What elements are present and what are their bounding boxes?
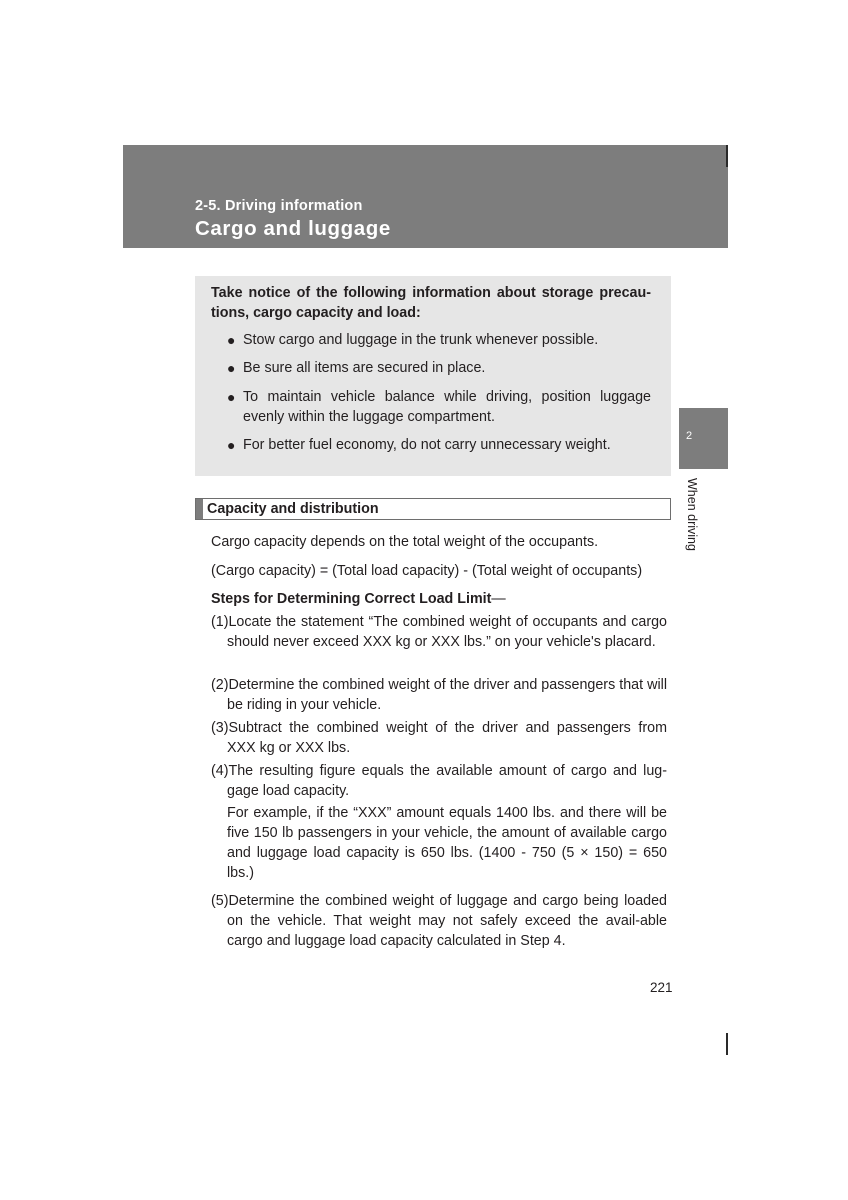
crop-mark-bottom [726,1033,728,1055]
step-item: (4)The resulting figure equals the available amount of cargo and lug-gage load capacity. [211,763,667,799]
chapter-side-tab [679,408,728,469]
steps-heading-text: Steps for Determining Correct Load Limit [211,591,492,607]
step-item: (5)Determine the combined weight of luggage and cargo being loaded on the vehicle. That weight may not safely exceed the avail-able cargo and luggage load capacity calculated in Step 4. [211,893,667,949]
bullet-text: To maintain vehicle balance while driving, position luggage evenly within the luggage compartment. [243,389,651,425]
bullet-text: For better fuel economy, do not carry unnecessary weight. [243,437,611,453]
subheading: Capacity and distribution [207,501,379,517]
bullet-icon: ● [227,437,236,453]
step-item: (3)Subtract the combined weight of the driver and passengers from XXX kg or XXX lbs. [211,720,667,756]
notice-bullet [227,330,651,350]
bullet-icon: ● [227,360,236,376]
bullet-text: Stow cargo and luggage in the trunk whenever possible. [243,332,599,348]
bullet-icon: ● [227,389,236,405]
chapter-number: 2 [686,430,693,442]
section-label: 2-5. Driving information [195,198,363,214]
step-item: (1)Locate the statement “The combined weight of occupants and cargo should never exceed XXX kg or XXX lbs.” on your vehicle's placard. [211,614,667,650]
subheading-marker [196,499,203,519]
formula-paragraph: (Cargo capacity) = (Total load capacity) - (Total weight of occupants) [211,563,643,579]
page-number: 221 [650,980,673,995]
crop-mark-top [726,145,728,167]
bullet-icon: ● [227,332,236,348]
notice-intro: Take notice of the following information about storage precau-tions, cargo capacity and load: [211,285,651,321]
body-paragraph: Cargo capacity depends on the total weight of the occupants. [211,534,599,550]
subheading-box [195,498,671,520]
steps-heading [211,589,506,609]
step-item: (2)Determine the combined weight of the driver and passengers that will be riding in your vehicle. [211,677,667,713]
page-title: Cargo and luggage [195,217,391,240]
chapter-side-label: When driving [685,478,699,551]
steps-heading-dash: — [491,591,506,607]
bullet-text: Be sure all items are secured in place. [243,360,486,376]
notice-bullet [227,435,651,455]
notice-bullet [227,387,651,427]
notice-bullet [227,358,651,378]
step-example: For example, if the “XXX” amount equals 1400 lbs. and there will be five 150 lb passengers in your vehicle, the amount of available cargo and luggage load capacity is 650 lbs. (1400 - 750 (5 × 150) = 650 lbs.) [227,805,667,881]
